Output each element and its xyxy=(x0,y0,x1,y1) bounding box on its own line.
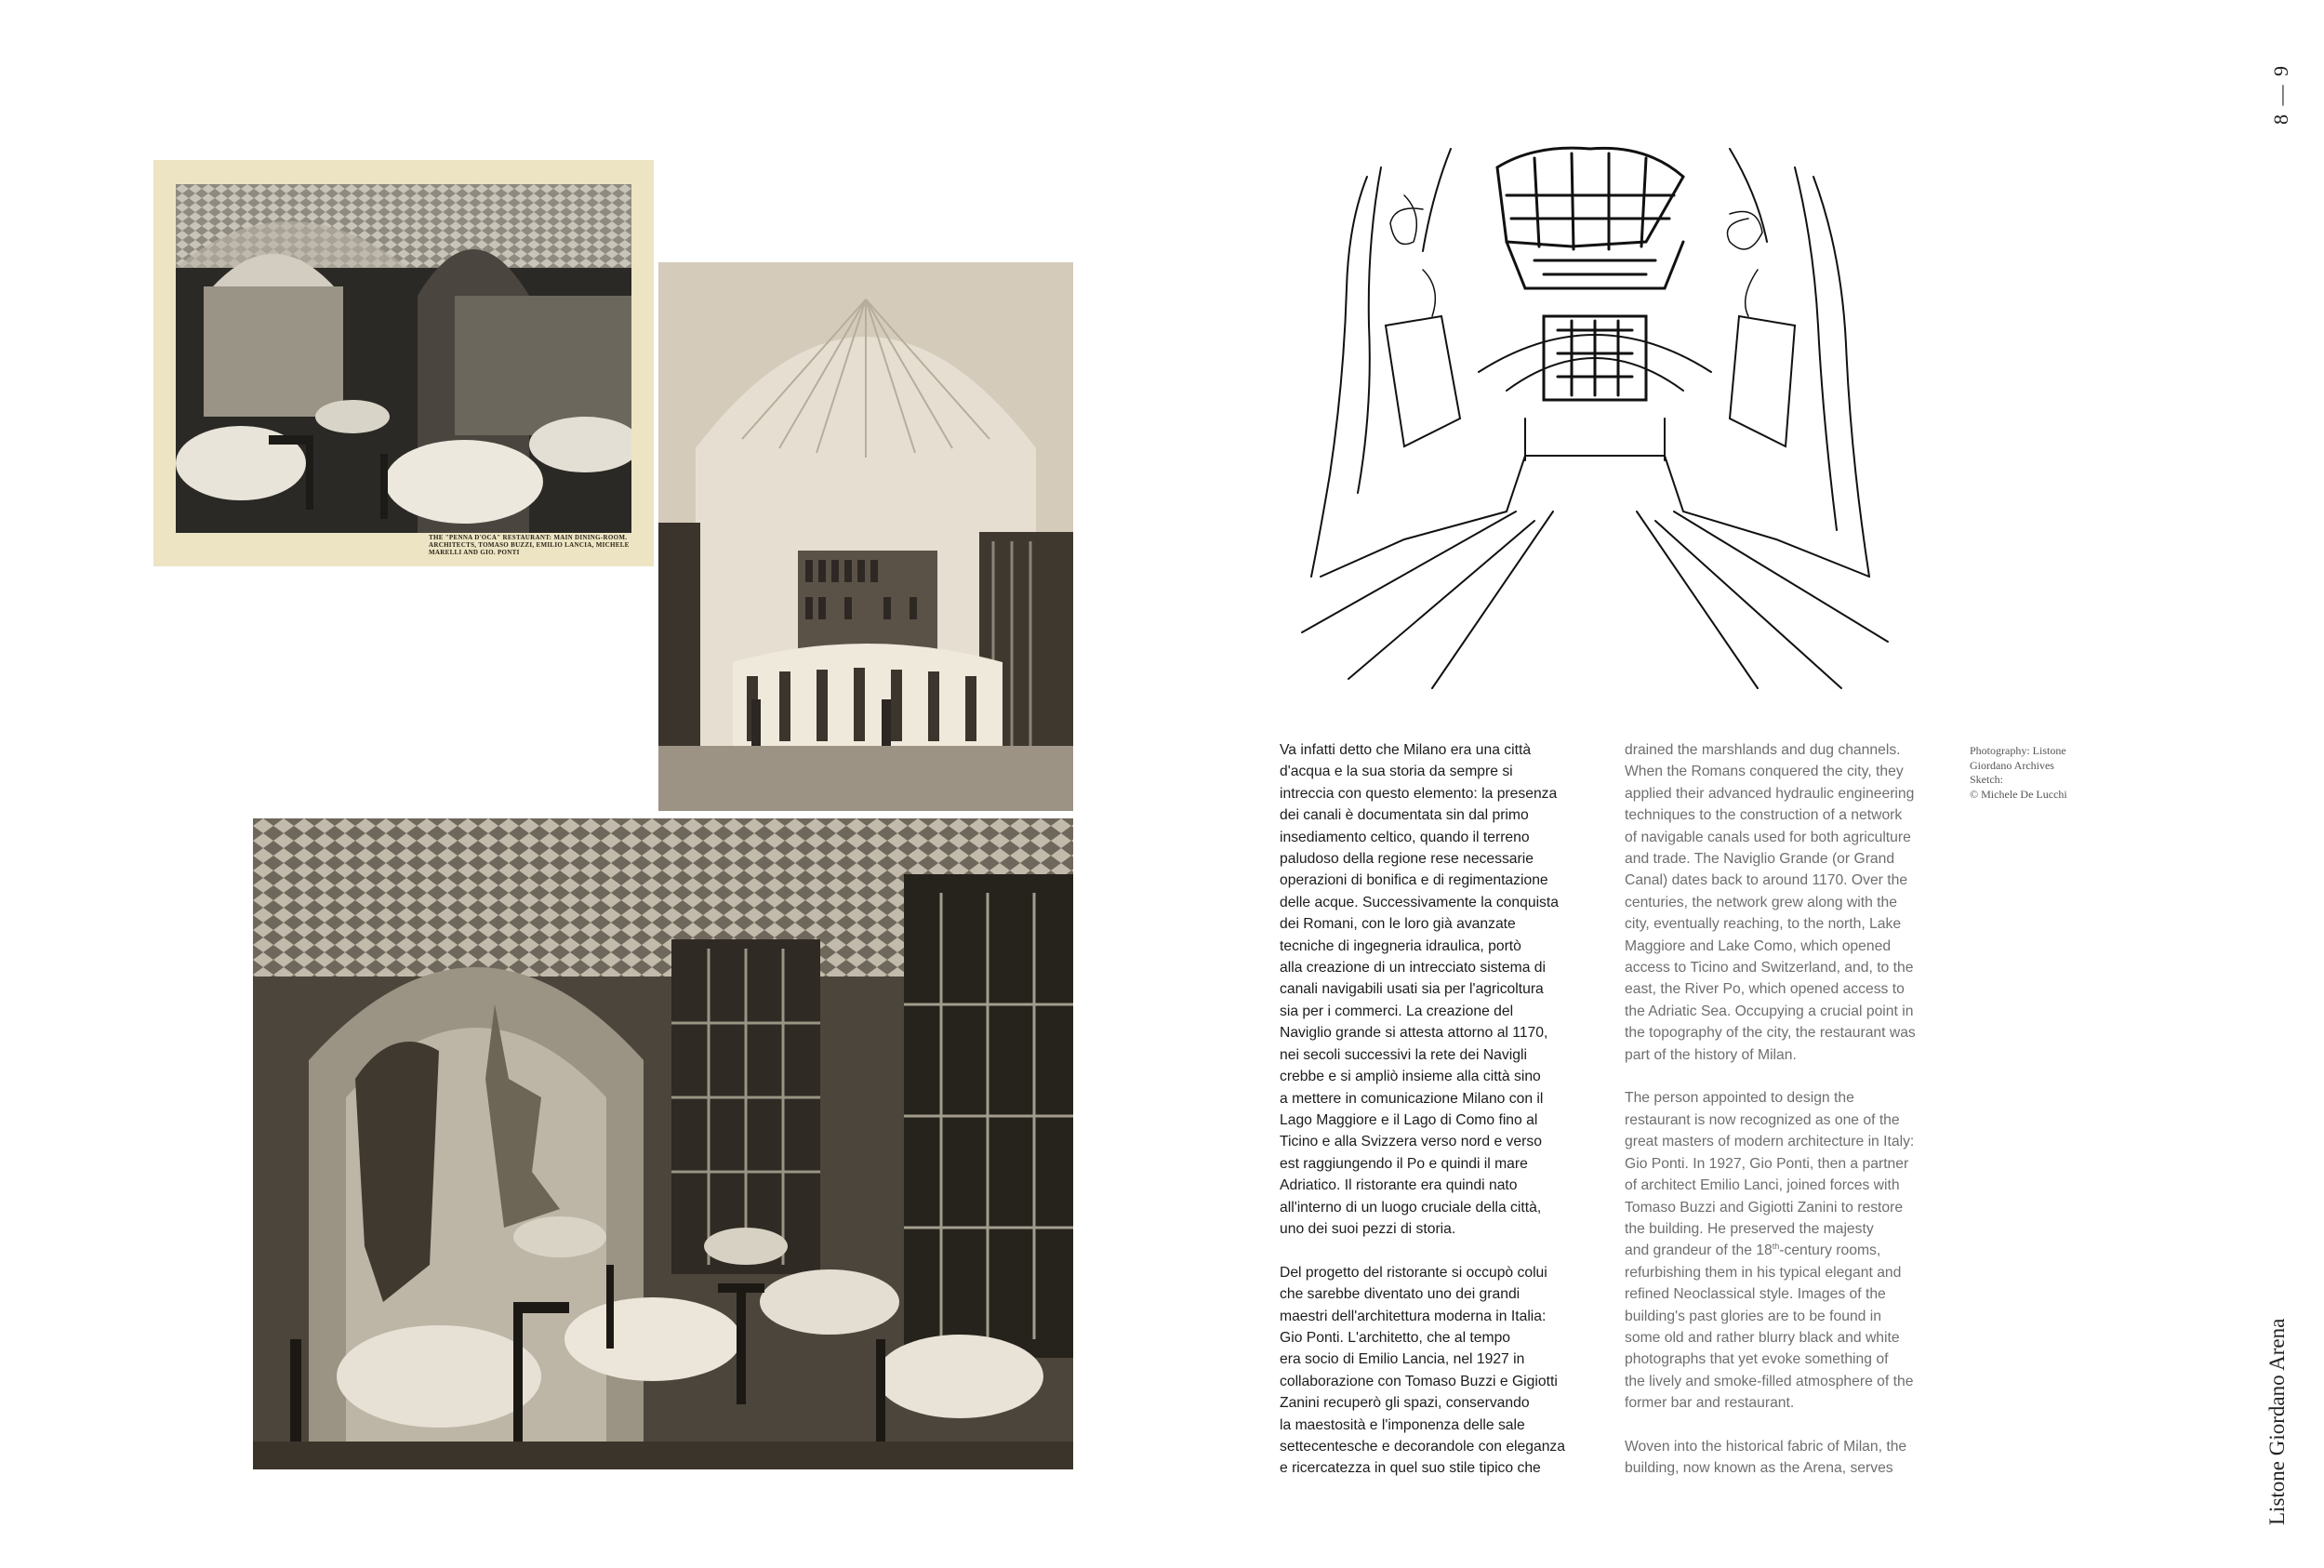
photo-dining-room-caption: THE "PENNA D'OCA" RESTAURANT: MAIN DINING-ROOM. ARCHITECTS, TOMASO BUZZI, EMILIO LANCIA, MICHELE MARELLI AND GIO. PONTI xyxy=(429,534,630,556)
running-title: Listone Giordano Arena xyxy=(2265,1318,2289,1525)
ordinal-suffix: th xyxy=(1772,1242,1780,1252)
english-paragraph-2-start: The person appointed to design the restaurant is now recognized as one of the great masters of modern architecture in Italy: Gio Ponti. In 1927, Gio Ponti, then a partner of architect Emilio Lanci, joined forces with Tomaso Buzzi and Gigiotti Zanini to restore the building. He preserved the majesty and grandeur of the 18 xyxy=(1625,1090,1915,1259)
text-column-english xyxy=(1625,739,1950,1501)
page-numbers: 8 — 9 xyxy=(2269,64,2292,125)
photo-dining-room-image xyxy=(176,184,631,533)
sketch-vaulted-corridor xyxy=(1293,140,1897,693)
photo-dining-room xyxy=(153,160,654,566)
photo-bar-niche xyxy=(658,262,1073,811)
english-paragraph-1: drained the marshlands and dug channels. When the Romans conquered the city, they applied their advanced hydraulic engineering techniques to the construction of a network of navigable canals used for both agriculture and trade. The Naviglio Grande (or Grand Canal) dates back to around 1170. Over the centuries, the network grew along with the city, eventually reaching, to the north, Lake Maggiore and Lake Como, which opened access to Ticino and Switzerland, and, to the east, the River Po, which opened access to the Adriatic Sea. Occupying a crucial point in the topography of the city, the restaurant was part of the history of Milan. xyxy=(1625,742,1916,1063)
photo-credits: Photography: Listone Giordano Archives Sketch: © Michele De Lucchi xyxy=(1970,744,2067,801)
text-column-italian xyxy=(1280,739,1605,1501)
english-paragraph-2-end: -century rooms, refurbishing them in his typical elegant and refined Neoclassical style. Images of the building's past glories are to be found in some old and rather blurry black and white photographs that yet evoke something of the lively and smoke-filled atmosphere of the former bar and restaurant. xyxy=(1625,1242,1914,1412)
english-paragraph-2 xyxy=(1625,1087,1950,1414)
photo-dining-hall xyxy=(253,818,1073,1469)
italian-paragraph-2: Del progetto del ristorante si occupò colui che sarebbe diventato uno dei grandi maestri dell'architettura moderna in Italia: Gio Ponti. L'architetto, che al tempo era socio di Emilio Lancia, nel 1927 in collaborazione con Tomaso Buzzi e Gigiotti Zanini recuperò gli spazi, conservando la maestosità e l'imponenza delle sale settecentesche e decorandole con eleganza e ricercatezza in quel suo stile tipico che xyxy=(1280,1264,1566,1477)
english-paragraph-3: Woven into the historical fabric of Milan, the building, now known as the Arena, serves xyxy=(1625,1438,1907,1477)
italian-paragraph-1: Va infatti detto che Milano era una città d'acqua e la sua storia da sempre si intreccia con questo elemento: la presenza dei canali è documentata sin dal primo insediamento celtico, quando il terreno paludoso della regione rese necessarie operazioni di bonifica e di regimentazione delle acque. Successivamente la conquista dei Romani, con le loro già avanzate tecniche di ingegneria idraulica, portò alla creazione di un intrecciato sistema di canali navigabili usati sia per l'agricoltura sia per i commerci. La creazione del Naviglio grande si attesta attorno al 1170, nei secoli successivi la rete dei Navigli crebbe e si ampliò insieme alla città sino a mettere in comunicazione Milano con il Lago Maggiore e il Lago di Como fino al Ticino e alla Svizzera verso nord e verso est raggiungendo il Po e quindi il mare Adriatico. Il ristorante era quindi nato all'interno di un luogo cruciale della città, uno dei suoi pezzi di storia. xyxy=(1280,742,1559,1237)
